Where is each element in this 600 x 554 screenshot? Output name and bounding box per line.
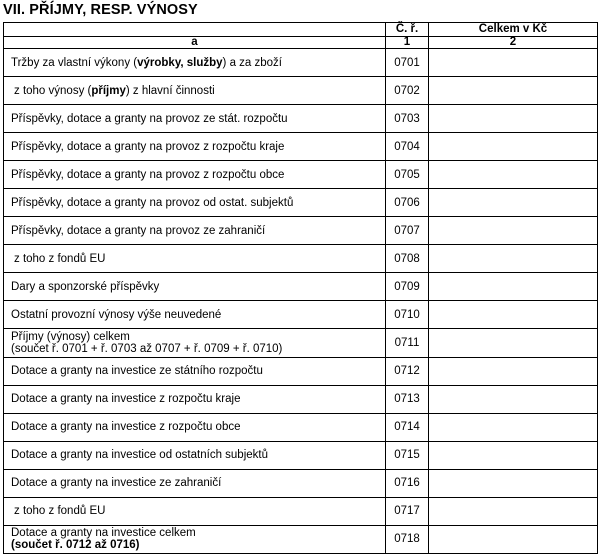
row-label-part: ) z hlavní činnosti [125, 84, 215, 97]
row-label-part: Dotace a granty na investice ze státního rozpočtu [11, 365, 263, 378]
row-total-value-field[interactable] [429, 469, 598, 497]
row-label [4, 357, 386, 385]
row-code: 0706 [386, 189, 429, 217]
row-total-value-field[interactable] [429, 105, 598, 133]
row-label-part: Dotace a granty na investice z rozpočtu kraje [11, 393, 241, 406]
table-row [4, 105, 598, 133]
row-label [4, 301, 386, 329]
header-col-cr: Č. ř. [386, 23, 429, 37]
row-label [4, 525, 386, 553]
row-total-value-field[interactable] [429, 413, 598, 441]
row-label [4, 161, 386, 189]
row-label [4, 49, 386, 77]
row-label-part: Dotace a granty na investice celkem [11, 527, 196, 540]
row-total-value-field[interactable] [429, 525, 598, 553]
row-label [4, 469, 386, 497]
row-total-value-field[interactable] [429, 301, 598, 329]
row-label [4, 413, 386, 441]
row-label-part: (součet ř. 0701 + ř. 0703 až 0707 + ř. 0709 + ř. 0710) [11, 342, 283, 355]
row-label [4, 189, 386, 217]
table-row [4, 217, 598, 245]
row-code: 0705 [386, 161, 429, 189]
row-code: 0718 [386, 525, 429, 553]
table-row [4, 161, 598, 189]
table-row [4, 497, 598, 525]
row-total-value-field[interactable] [429, 161, 598, 189]
row-code: 0713 [386, 385, 429, 413]
row-label-part: Příspěvky, dotace a granty na provoz z rozpočtu obce [11, 168, 285, 181]
table-row [4, 385, 598, 413]
row-label-part: (součet ř. 0712 až 0716) [11, 539, 140, 552]
row-label-part: Příspěvky, dotace a granty na provoz z rozpočtu kraje [11, 140, 285, 153]
row-label [4, 133, 386, 161]
table-row [4, 357, 598, 385]
row-label-part: Dotace a granty na investice ze zahraničí [11, 477, 222, 490]
header-row-2 [4, 37, 598, 49]
row-label [4, 441, 386, 469]
row-code: 0717 [386, 497, 429, 525]
section-title: VII. PŘÍJMY, RESP. VÝNOSY [3, 2, 198, 18]
row-label-part: ) a za zboží [222, 56, 282, 69]
table-row [4, 133, 598, 161]
row-label-part: Dotace a granty na investice z rozpočtu obce [11, 421, 241, 434]
header-col-total-num: 2 [429, 37, 598, 49]
row-label-part: Příjmy (výnosy) celkem [11, 330, 130, 343]
row-label [4, 105, 386, 133]
row-code: 0716 [386, 469, 429, 497]
row-label-part: z toho výnosy ( [14, 84, 92, 97]
row-label [4, 217, 386, 245]
row-total-value-field[interactable] [429, 189, 598, 217]
header-col-total: Celkem v Kč [429, 23, 598, 37]
row-code: 0703 [386, 105, 429, 133]
row-code: 0701 [386, 49, 429, 77]
table-row [4, 413, 598, 441]
row-code: 0710 [386, 301, 429, 329]
row-label-part: Příspěvky, dotace a granty na provoz ze zahraničí [11, 224, 266, 237]
row-code: 0708 [386, 245, 429, 273]
row-total-value-field[interactable] [429, 497, 598, 525]
row-label [4, 329, 386, 357]
row-label-part: Příspěvky, dotace a granty na provoz ze stát. rozpočtu [11, 112, 288, 125]
row-label-part: příjmy [91, 84, 126, 97]
row-label-part: Příspěvky, dotace a granty na provoz od ostat. subjektů [11, 196, 294, 209]
row-total-value-field[interactable] [429, 245, 598, 273]
row-code: 0711 [386, 329, 429, 357]
header-col-cr-num: 1 [386, 37, 429, 49]
row-code: 0707 [386, 217, 429, 245]
header-col-a-label [4, 23, 386, 37]
row-label [4, 245, 386, 273]
row-label-part: z toho z fondů EU [14, 505, 106, 518]
row-label [4, 273, 386, 301]
row-code: 0709 [386, 273, 429, 301]
table-row [4, 189, 598, 217]
table-row [4, 245, 598, 273]
table-row [4, 469, 598, 497]
row-total-value-field[interactable] [429, 385, 598, 413]
row-total-value-field[interactable] [429, 273, 598, 301]
row-label [4, 77, 386, 105]
row-code: 0714 [386, 413, 429, 441]
table-row [4, 301, 598, 329]
row-total-value-field[interactable] [429, 441, 598, 469]
row-total-value-field[interactable] [429, 133, 598, 161]
row-total-value-field[interactable] [429, 357, 598, 385]
row-total-value-field[interactable] [429, 77, 598, 105]
row-label-part: Dotace a granty na investice od ostatních subjektů [11, 449, 268, 462]
table-row [4, 329, 598, 357]
row-label-part: Dary a sponzorské příspěvky [11, 280, 160, 293]
row-label [4, 385, 386, 413]
row-code: 0712 [386, 357, 429, 385]
table-row [4, 525, 598, 553]
row-total-value-field[interactable] [429, 329, 598, 357]
row-total-value-field[interactable] [429, 217, 598, 245]
table-row [4, 49, 598, 77]
row-code: 0702 [386, 77, 429, 105]
row-code: 0704 [386, 133, 429, 161]
row-code: 0715 [386, 441, 429, 469]
row-label-part: z toho z fondů EU [14, 252, 106, 265]
header-col-a: a [4, 37, 386, 49]
row-total-value-field[interactable] [429, 49, 598, 77]
header-row-1 [4, 23, 598, 37]
row-label [4, 497, 386, 525]
income-table [3, 22, 598, 554]
row-label-part: výrobky, služby [137, 56, 223, 69]
row-label-part: Tržby za vlastní výkony ( [11, 56, 138, 69]
table-row [4, 77, 598, 105]
table-row [4, 441, 598, 469]
table-row [4, 273, 598, 301]
row-label-part: Ostatní provozní výnosy výše neuvedené [11, 308, 222, 321]
